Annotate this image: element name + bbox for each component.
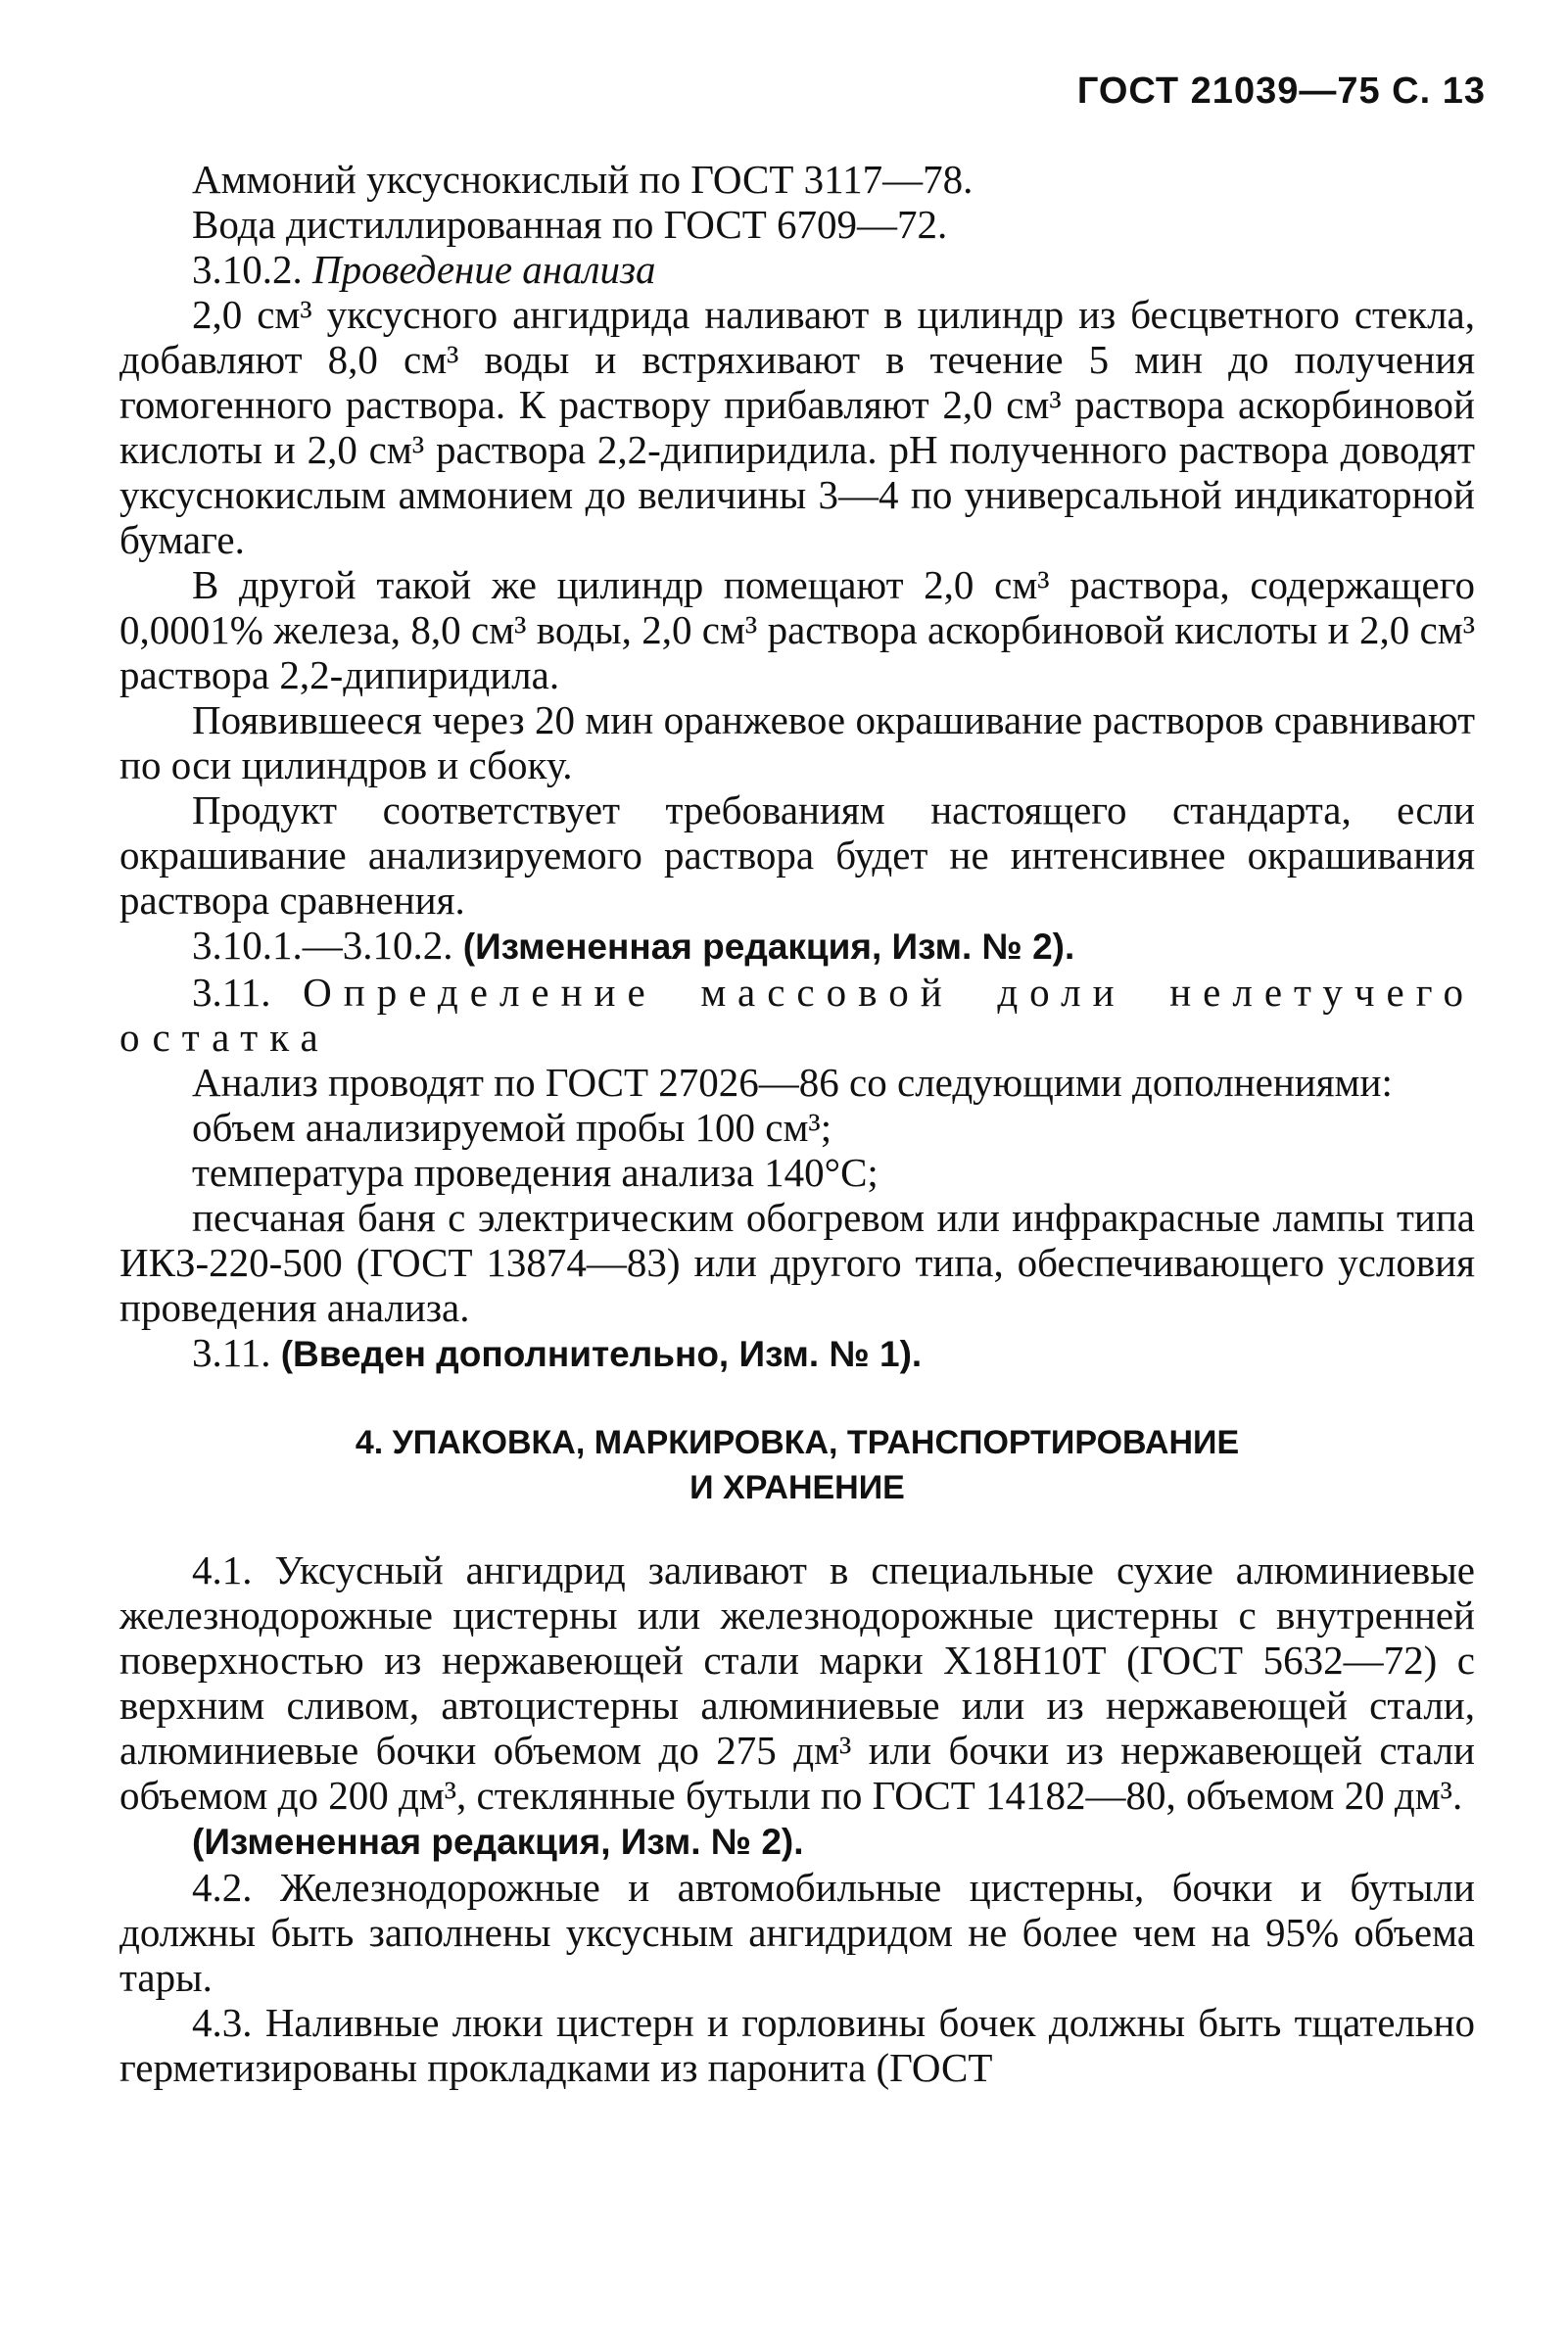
section-4-heading — [119, 1420, 1475, 1510]
paragraph-4-3: 4.3. Наливные люки цистерн и горловины бочек должны быть тщательно герметизированы прокладками из паронита (ГОСТ — [119, 2000, 1475, 2090]
section-heading-line-2: И ХРАНЕНИЕ — [689, 1469, 905, 1506]
paragraph-amendment-note-3 — [119, 1818, 1475, 1865]
clause-number: 3.11. — [192, 1330, 271, 1375]
amendment-note: (Измененная редакция, Изм. № 2). — [462, 927, 1075, 967]
paragraph-residue-2: объем анализируемой пробы 100 см³; — [192, 1105, 832, 1150]
paragraph-residue-3: температура проведения анализа 140°С; — [192, 1150, 879, 1195]
page-header: ГОСТ 21039—75 С. 13 — [1076, 71, 1486, 112]
clause-number: 3.10.1.—3.10.2. — [192, 923, 453, 968]
paragraph-4-1: 4.1. Уксусный ангидрид заливают в специальные сухие алюминиевые железнодорожные цистерны или железнодорожные цистерны с внутренней поверхностью из нержавеющей стали марки Х18Н10Т (ГОСТ 5632—72) с верхним сливом, автоцистерны алюминиевые или из нержавеющей стали, алюминиевые бочки объемом до 275 дм³ или бочки из нержавеющей стали объемом до 200 дм³, стеклянные бутыли по ГОСТ 14182—80, объемом 20 дм³. — [119, 1547, 1475, 1818]
paragraph-reagent-ammonium: Аммоний уксуснокислый по ГОСТ 3117—78. — [192, 157, 974, 202]
clause-number: 3.10.2. — [192, 247, 303, 292]
paragraph-procedure-1: 2,0 см³ уксусного ангидрида наливают в цилиндр из бесцветного стекла, добавляют 8,0 см³ воды и встряхивают в течение 5 мин до получения гомогенного раствора. К раствору прибавляют 2,0 см³ раствора аскорбиновой кислоты и 2,0 см³ раствора 2,2-дипиридила. рН полученного раствора доводят уксуснокислым аммонием до величины 3—4 по универсальной индикаторной бумаге. — [119, 292, 1475, 562]
paragraph-reagent-water: Вода дистиллированная по ГОСТ 6709—72. — [192, 202, 948, 247]
document-body — [119, 157, 1475, 2090]
paragraph-procedure-2: В другой такой же цилиндр помещают 2,0 см³ раствора, содержащего 0,0001% железа, 8,0 см³ воды, 2,0 см³ раствора аскорбиновой кислоты и 2,0 см³ раствора 2,2-дипиридила. — [119, 562, 1475, 697]
paragraph-amendment-note-2 — [119, 1330, 1475, 1377]
paragraph-3-10-2-heading — [119, 247, 1475, 292]
clause-title: Проведение анализа — [312, 247, 656, 292]
amendment-note: (Измененная редакция, Изм. № 2). — [192, 1822, 804, 1862]
paragraph-4-2: 4.2. Железнодорожные и автомобильные цистерны, бочки и бутыли должны быть заполнены уксусным ангидридом не более чем на 95% объема тары. — [119, 1865, 1475, 2000]
paragraph-residue-4: песчаная баня с электрическим обогревом или инфракрасные лампы типа ИКЗ-220-500 (ГОСТ 13874—83) или другого типа, обеспечивающего условия проведения анализа. — [119, 1195, 1475, 1330]
paragraph-procedure-4: Продукт соответствует требованиям настоящего стандарта, если окрашивание анализируемого раствора будет не интенсивнее окрашивания раствора сравнения. — [119, 787, 1475, 923]
clause-title: Определение массовой доли нелетучего остатка — [119, 970, 1476, 1060]
paragraph-residue-1: Анализ проводят по ГОСТ 27026—86 со следующими дополнениями: — [192, 1060, 1393, 1105]
paragraph-amendment-note-1 — [119, 923, 1475, 970]
paragraph-procedure-3: Появившееся через 20 мин оранжевое окрашивание растворов сравнивают по оси цилиндров и сбоку. — [119, 697, 1475, 787]
amendment-note: (Введен дополнительно, Изм. № 1). — [280, 1334, 923, 1374]
section-heading-line-1: 4. УПАКОВКА, МАРКИРОВКА, ТРАНСПОРТИРОВАНИЕ — [355, 1424, 1240, 1461]
clause-number: 3.11. — [192, 970, 271, 1015]
paragraph-3-11-heading — [119, 970, 1475, 1060]
